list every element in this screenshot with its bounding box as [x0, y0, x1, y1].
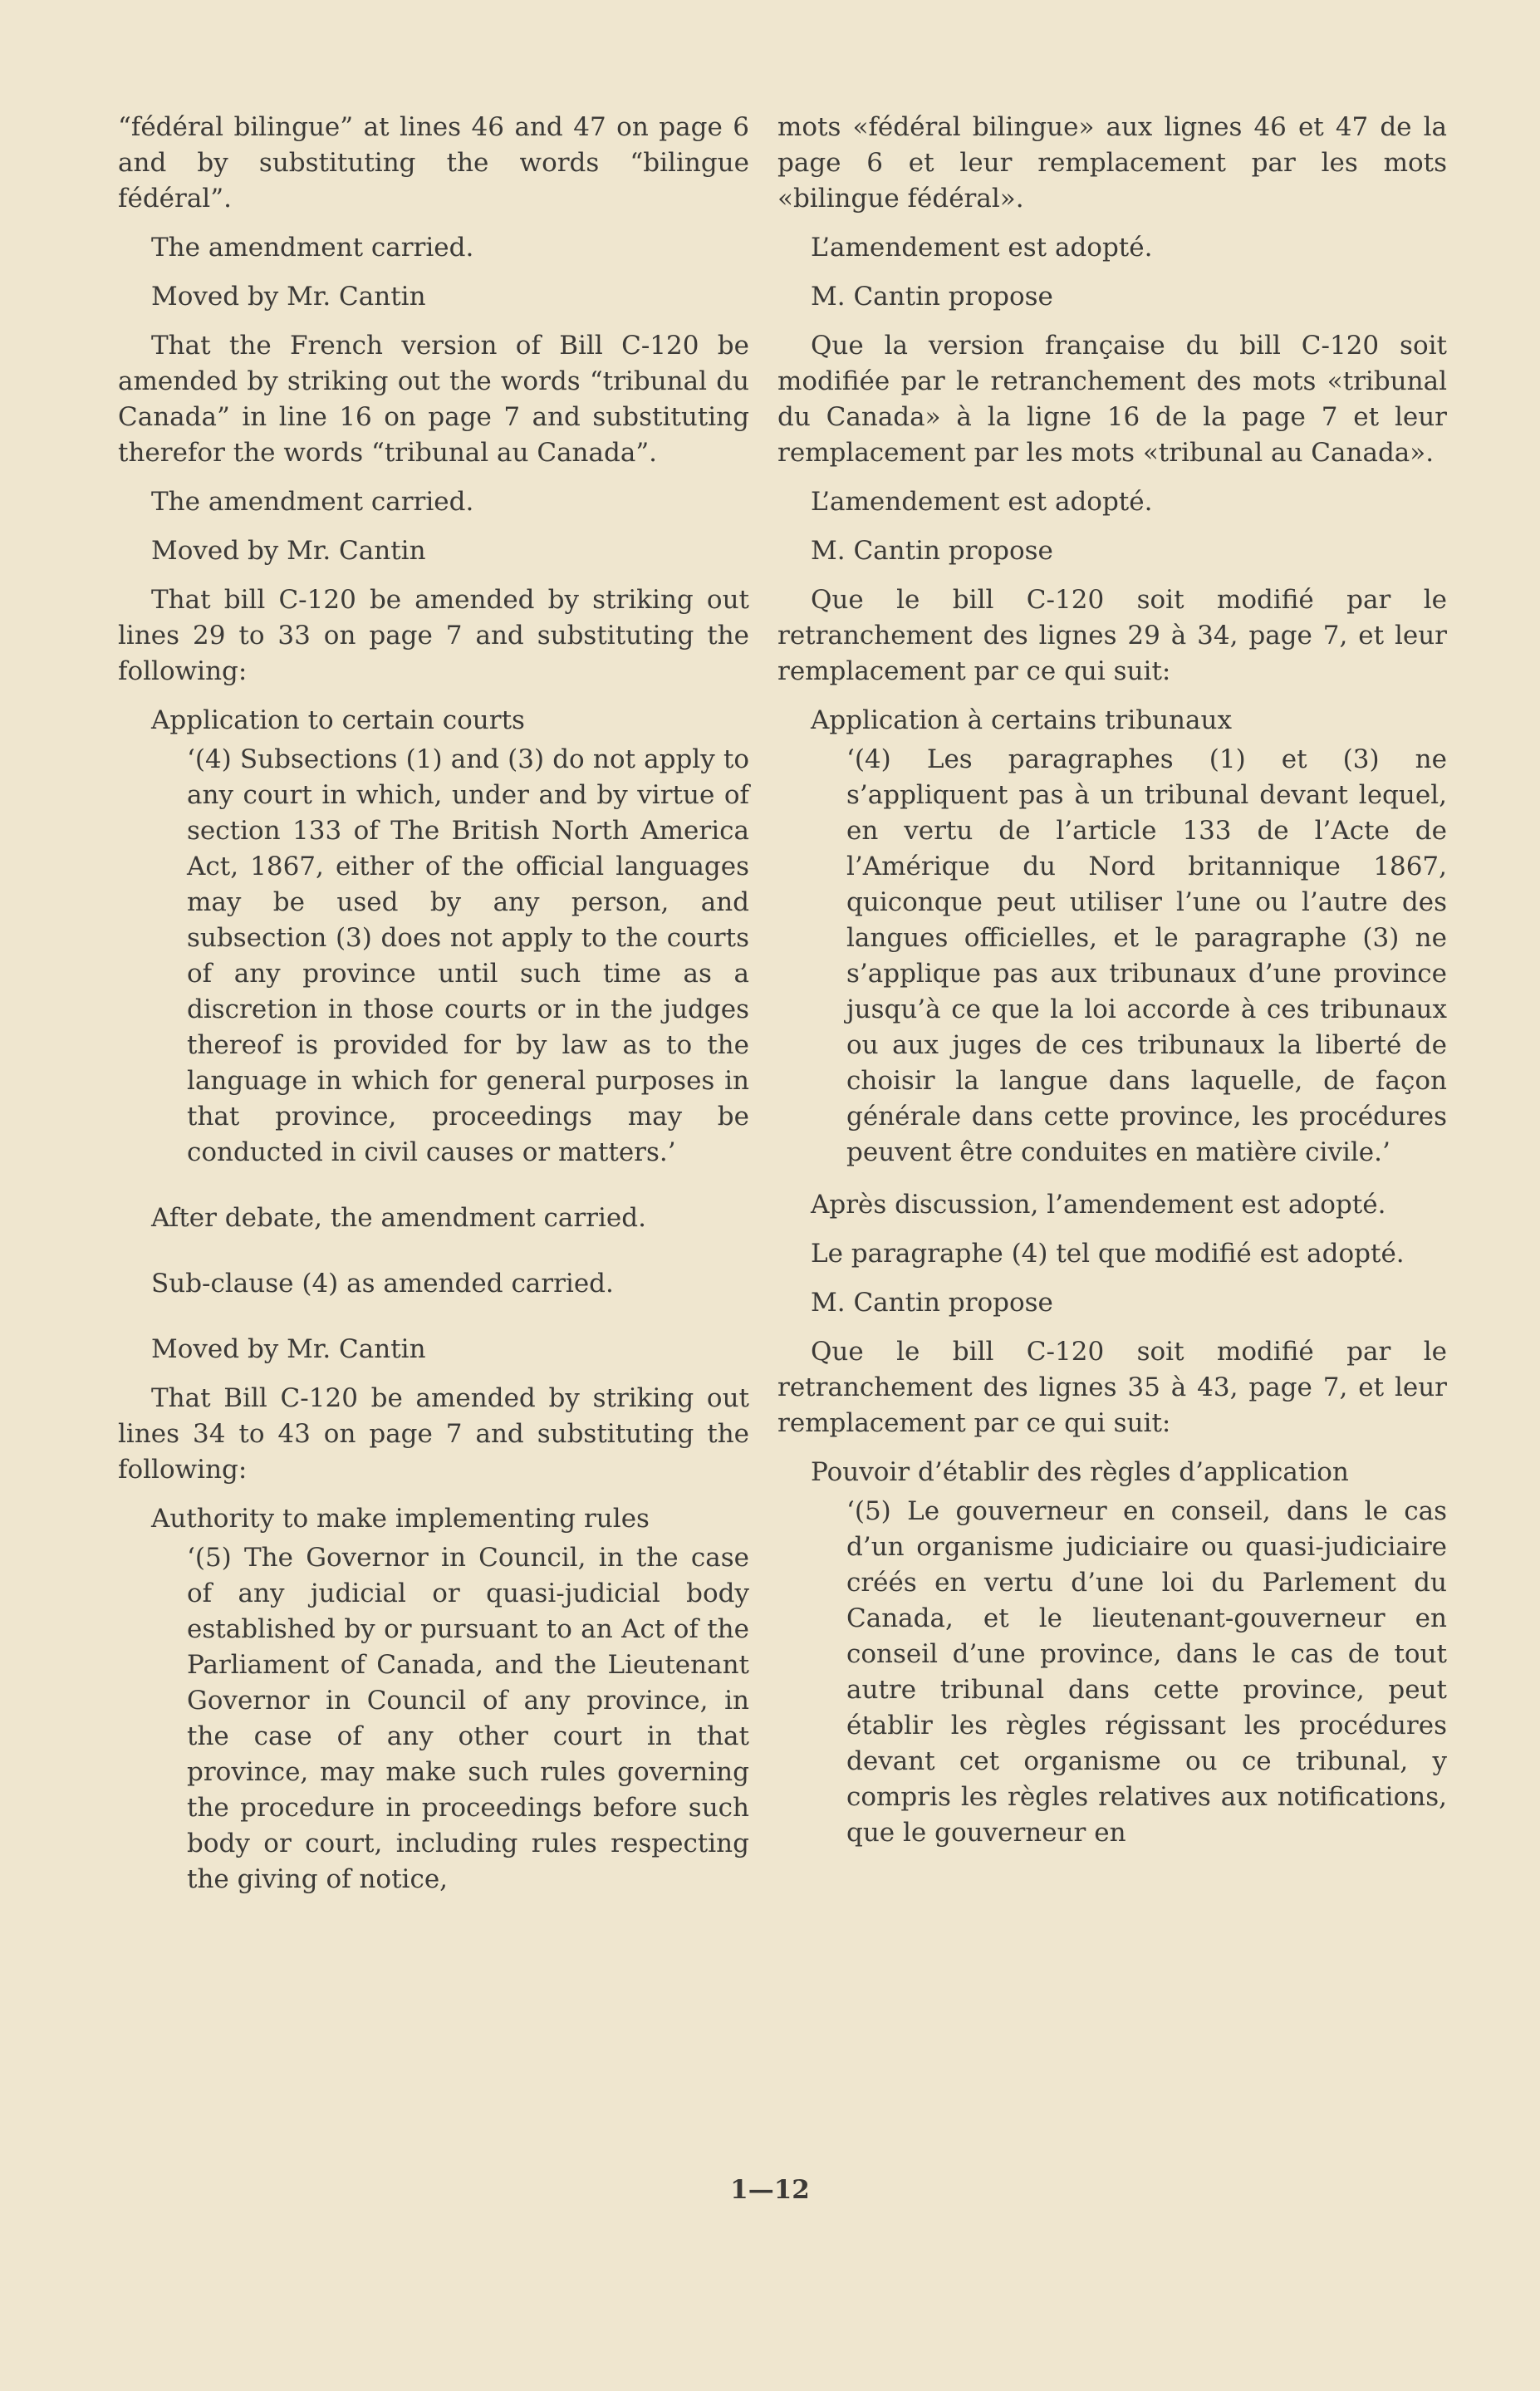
fr-provision-text: ‘(5) Le gouverneur en conseil, dans le cas d’un organisme judiciaire ou quasi-judiciaire créés en vertu d’une loi du Parlement du Canada, et le lieutenant-gouverneur en conseil d’une province, dans le cas de tout autre tribunal dans cette province, peut établir les règles régissant les procédures devant cet organisme ou ce tribunal, y compris les règles relatives aux notifications, que le gouverneur en — [846, 1496, 1447, 1848]
en-subclause-result: Sub-clause (4) as amended carried. — [151, 1269, 614, 1299]
fr-amendment-result: L’amendement est adopté. — [811, 487, 1153, 517]
en-motion: That Bill C-120 be amended by striking out lines 34 to 43 on page 7 and substituting the following: — [118, 1383, 749, 1485]
en-provision-heading: Authority to make implementing rules — [151, 1504, 650, 1534]
fr-motion: Que la version française du bill C-120 soit modifiée par le retranchement des mots «tribunal du Canada» à la ligne 16 de la page 7 et leur remplacement par les mots «tribunal au Canada». — [777, 331, 1447, 468]
en-mover: Moved by Mr. Cantin — [151, 1334, 426, 1364]
en-mover: Moved by Mr. Cantin — [151, 536, 426, 566]
en-amendment-result: The amendment carried. — [151, 487, 474, 517]
fr-quoted-provision — [777, 1455, 1447, 1851]
en-quoted-provision — [118, 703, 749, 1171]
fr-motion: Que le bill C-120 soit modifié par le retranchement des lignes 35 à 43, page 7, et leur remplacement par ce qui suit: — [777, 1337, 1447, 1438]
en-mover: Moved by Mr. Cantin — [151, 282, 426, 312]
fr-provision-text: ‘(4) Les paragraphes (1) et (3) ne s’appliquent pas à un tribunal devant lequel, en vertu de l’article 133 de l’Acte de l’Amérique du Nord britannique 1867, quiconque peut utiliser l’une ou l’autre des langues officielles, et le paragraphe (3) ne s’applique pas aux tribunaux d’une province jusqu’à ce que la loi accorde à ces tribunaux ou aux juges de ces tribunaux la liberté de choisir la langue dans laquelle, de façon générale dans cette province, les procédures peuvent être conduites en matière civile.’ — [846, 744, 1447, 1167]
fr-subclause-result: Le paragraphe (4) tel que modifié est adopté. — [811, 1239, 1405, 1269]
french-column — [777, 110, 1447, 1868]
en-amendment-result: The amendment carried. — [151, 233, 474, 263]
en-provision-text: ‘(4) Subsections (1) and (3) do not apply to any court in which, under and by virtue of section 133 of The British North America Act, 1867, either of the official languages may be used by any person, and subsection (3) does not apply to the courts of any province until such time as a discretion in those courts or in the judges thereof is provided for by law as to the language in which for general purposes in that province, proceedings may be conducted in civil causes or matters.’ — [187, 744, 749, 1167]
fr-quoted-provision — [777, 703, 1447, 1171]
fr-provision-heading: Application à certains tribunaux — [811, 705, 1232, 735]
page-number: 1—12 — [730, 2175, 810, 2205]
en-provision-heading: Application to certain courts — [151, 705, 525, 735]
en-paragraph-1: “fédéral bilingue” at lines 46 and 47 on page 6 and by substituting the words “bilingue fédéral”. — [118, 112, 749, 214]
fr-paragraph-1: mots «fédéral bilingue» aux lignes 46 et 47 de la page 6 et leur remplacement par les mots «bilingue fédéral». — [777, 112, 1447, 214]
fr-motion: Que le bill C-120 soit modifié par le retranchement des lignes 29 à 34, page 7, et leur remplacement par ce qui suit: — [777, 585, 1447, 686]
fr-mover: M. Cantin propose — [811, 282, 1053, 312]
en-motion: That bill C-120 be amended by striking out lines 29 to 33 on page 7 and substituting the following: — [118, 585, 749, 686]
fr-provision-heading: Pouvoir d’établir des règles d’application — [811, 1457, 1349, 1487]
en-provision-text: ‘(5) The Governor in Council, in the case of any judicial or quasi-judicial body established by or pursuant to an Act of the Parliament of Canada, and the Lieutenant Governor in Council of any province, in the case of any other court in that province, may make such rules governing the procedure in proceedings before such body or court, including rules respecting the giving of notice, — [187, 1543, 749, 1894]
english-column — [118, 110, 749, 1914]
fr-debate-result: Après discussion, l’amendement est adopté. — [811, 1190, 1386, 1220]
fr-mover: M. Cantin propose — [811, 1288, 1053, 1318]
fr-amendment-result: L’amendement est adopté. — [811, 233, 1153, 263]
en-motion: That the French version of Bill C-120 be amended by striking out the words “tribunal du Canada” in line 16 on page 7 and substituting therefor the words “tribunal au Canada”. — [118, 331, 749, 468]
fr-mover: M. Cantin propose — [811, 536, 1053, 566]
en-quoted-provision — [118, 1501, 749, 1898]
en-debate-result: After debate, the amendment carried. — [151, 1203, 646, 1233]
